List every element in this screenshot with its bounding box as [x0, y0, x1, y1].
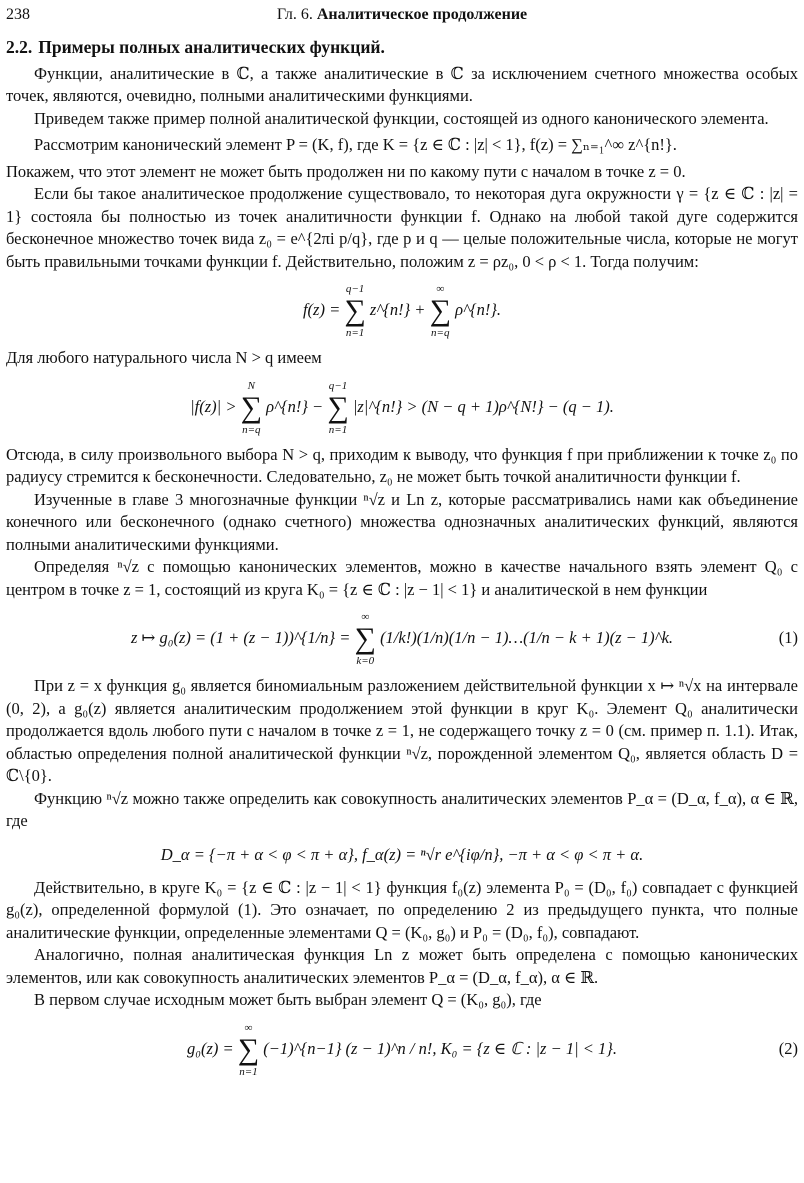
sum-symbol: ∞ ∑ n=1	[237, 1021, 260, 1078]
paragraph: Изученные в главе 3 многозначные функции ⁿ√z и Ln z, которые рассматривались нами как объединение конечного или бесконечного (однако счетного) множества однозначных аналитических функций, являются полными аналитическими функциями.	[6, 489, 798, 554]
sum-symbol: ∞ ∑ k=0	[354, 611, 376, 668]
sum-lower: n=1	[345, 327, 365, 340]
formula-inequality	[6, 370, 798, 444]
formula-text: |f(z)| >	[190, 396, 237, 416]
paragraph: Покажем, что этот элемент не может быть продолжен ни по какому пути с началом в точке z = 0.	[6, 161, 686, 181]
sum-lower: k=0	[356, 655, 375, 668]
formula-text: (−1)^{n−1} (z − 1)^n / n!, K₀ = {z ∈ ℂ : |z − 1| < 1}.	[263, 1038, 618, 1058]
chapter-label: Гл. 6.	[276, 6, 313, 23]
formula-text: z^{n!} +	[369, 300, 426, 319]
paragraph: Отсюда, в силу произвольного выбора N > q, приходим к выводу, что функция f при приближении к точке z₀ по радиусу стремится к бесконечности. Следовательно, z₀ не может быть точкой аналитичности функции f.	[6, 444, 798, 486]
section-number: 2.2.	[6, 37, 33, 57]
formula-text: f(z) =	[302, 300, 341, 319]
formula-d-alpha	[6, 833, 798, 877]
page-body	[6, 36, 798, 1086]
formula-text: |z|^{n!} > (N − q + 1)ρ^{N!} − (q − 1).	[352, 396, 614, 416]
paragraph: При z = x функция g₀ является биномиальным разложением действительной функции x ↦ ⁿ√x на интервале (0, 2), а g₀(z) является аналитическим продолжением этой функции в круг K₀. Элемент Q₀ аналитически продолжается вдоль любого пути с началом в точке z = 1, не содержащего точку z = 0 (см. пример п. 1.1). Итак, областью определения полной аналитической функции ⁿ√z, порожденной элементом Q₀, является область D = ℂ\{0}.	[6, 676, 798, 785]
equation-number: (2)	[778, 1038, 798, 1058]
paragraph: Если бы такое аналитическое продолжение существовало, то некоторая дуга окружности γ = {z ∈ ℂ : |z| = 1} состояла бы полностью из точек аналитичности функции f. Однако на любой такой дуге содержится бесконечное множество точек вида z₀ = e^{2πi p/q}, где p и q — целые положительные числа, которые не могут быть правильными точками функции f. Действительно, положим z = ρz₀, 0 < ρ < 1. Тогда получим:	[6, 184, 798, 271]
formula-text: (1/k!)(1/n)(1/n − 1)…(1/n − k + 1)(z − 1)^k.	[380, 628, 674, 647]
formula-2	[6, 1012, 798, 1086]
paragraph: Функции, аналитические в ℂ, а также аналитические в ℂ за исключением счетного множества особых точек, являются, очевидно, полными аналитическими функциями.	[6, 63, 798, 105]
paragraph: Функцию ⁿ√z можно также определить как совокупность аналитических элементов P_α = (D_α, f_α), α ∈ ℝ, где	[6, 788, 798, 830]
paragraph: Приведем также пример полной аналитической функции, состоящей из одного канонического элемента.	[34, 108, 769, 128]
formula-text: g₀(z) =	[186, 1038, 234, 1058]
formula-text: ρ^{n!}.	[455, 300, 502, 319]
formula-1	[6, 601, 798, 675]
sum-upper: q−1	[345, 283, 365, 296]
sum-upper: ∞	[244, 1021, 253, 1034]
paragraph: Определяя ⁿ√z с помощью канонических элементов, можно в качестве начального взять элемент Q₀ с центром в точке z = 1, состоящий из круга K₀ = {z ∈ ℂ : |z − 1| < 1} и аналитической в нем функции	[6, 557, 798, 599]
section-heading	[6, 36, 798, 59]
book-page	[6, 0, 798, 1183]
page-header	[6, 4, 798, 26]
sum-lower: n=q	[242, 423, 261, 436]
paragraph: Аналогично, полная аналитическая функция Ln z может быть определена с помощью канонических элементов, или как совокупность аналитических элементов P_α = (D_α, f_α), α ∈ ℝ.	[6, 945, 798, 987]
sum-symbol: ∞ ∑ n=q	[429, 283, 451, 340]
section-title: Примеры полных аналитических функций.	[38, 37, 385, 57]
page-number: 238	[6, 6, 30, 23]
sum-symbol: q−1 ∑ n=1	[344, 283, 366, 340]
sum-symbol: N ∑ n=q	[240, 379, 262, 436]
sum-lower: n=1	[239, 1065, 258, 1078]
paragraph: Рассмотрим канонический элемент P = (K, f), где K = {z ∈ ℂ : |z| < 1}, f(z) = ∑ₙ₌₁^∞ z^{n!}.	[34, 135, 677, 154]
paragraph: Действительно, в круге K₀ = {z ∈ ℂ : |z − 1| < 1} функция f₀(z) элемента P₀ = (D₀, f₀) совпадает с функцией g₀(z), определенной формулой (1). Это означает, по определению 2 из предыдущего пункта, что полные аналитические функции, определенные элементами Q = (K₀, g₀) и P₀ = (D₀, f₀), совпадают.	[6, 877, 798, 942]
formula-text: ρ^{n!} −	[266, 396, 324, 416]
paragraph: В первом случае исходным может быть выбран элемент Q = (K₀, g₀), где	[34, 990, 542, 1009]
formula-text: D_α = {−π + α < φ < π + α}, f_α(z) = ⁿ√r e^{iφ/n}, −π + α < φ < π + α.	[160, 844, 644, 864]
sum-symbol: q−1 ∑ n=1	[327, 379, 349, 436]
equation-number: (1)	[778, 628, 798, 647]
chapter-title: Аналитическое продолжение	[316, 6, 528, 23]
sum-upper: ∞	[361, 611, 370, 624]
paragraph: Для любого натурального числа N > q имеем	[6, 348, 322, 367]
sum-upper: N	[247, 379, 255, 392]
formula-f-sum	[6, 273, 798, 347]
sum-lower: n=1	[328, 423, 348, 436]
formula-text: z ↦ g₀(z) = (1 + (z − 1))^{1/n} =	[130, 628, 351, 647]
sum-upper: ∞	[436, 283, 445, 296]
running-head	[6, 4, 798, 27]
sum-lower: n=q	[431, 327, 450, 340]
sum-upper: q−1	[328, 379, 348, 392]
